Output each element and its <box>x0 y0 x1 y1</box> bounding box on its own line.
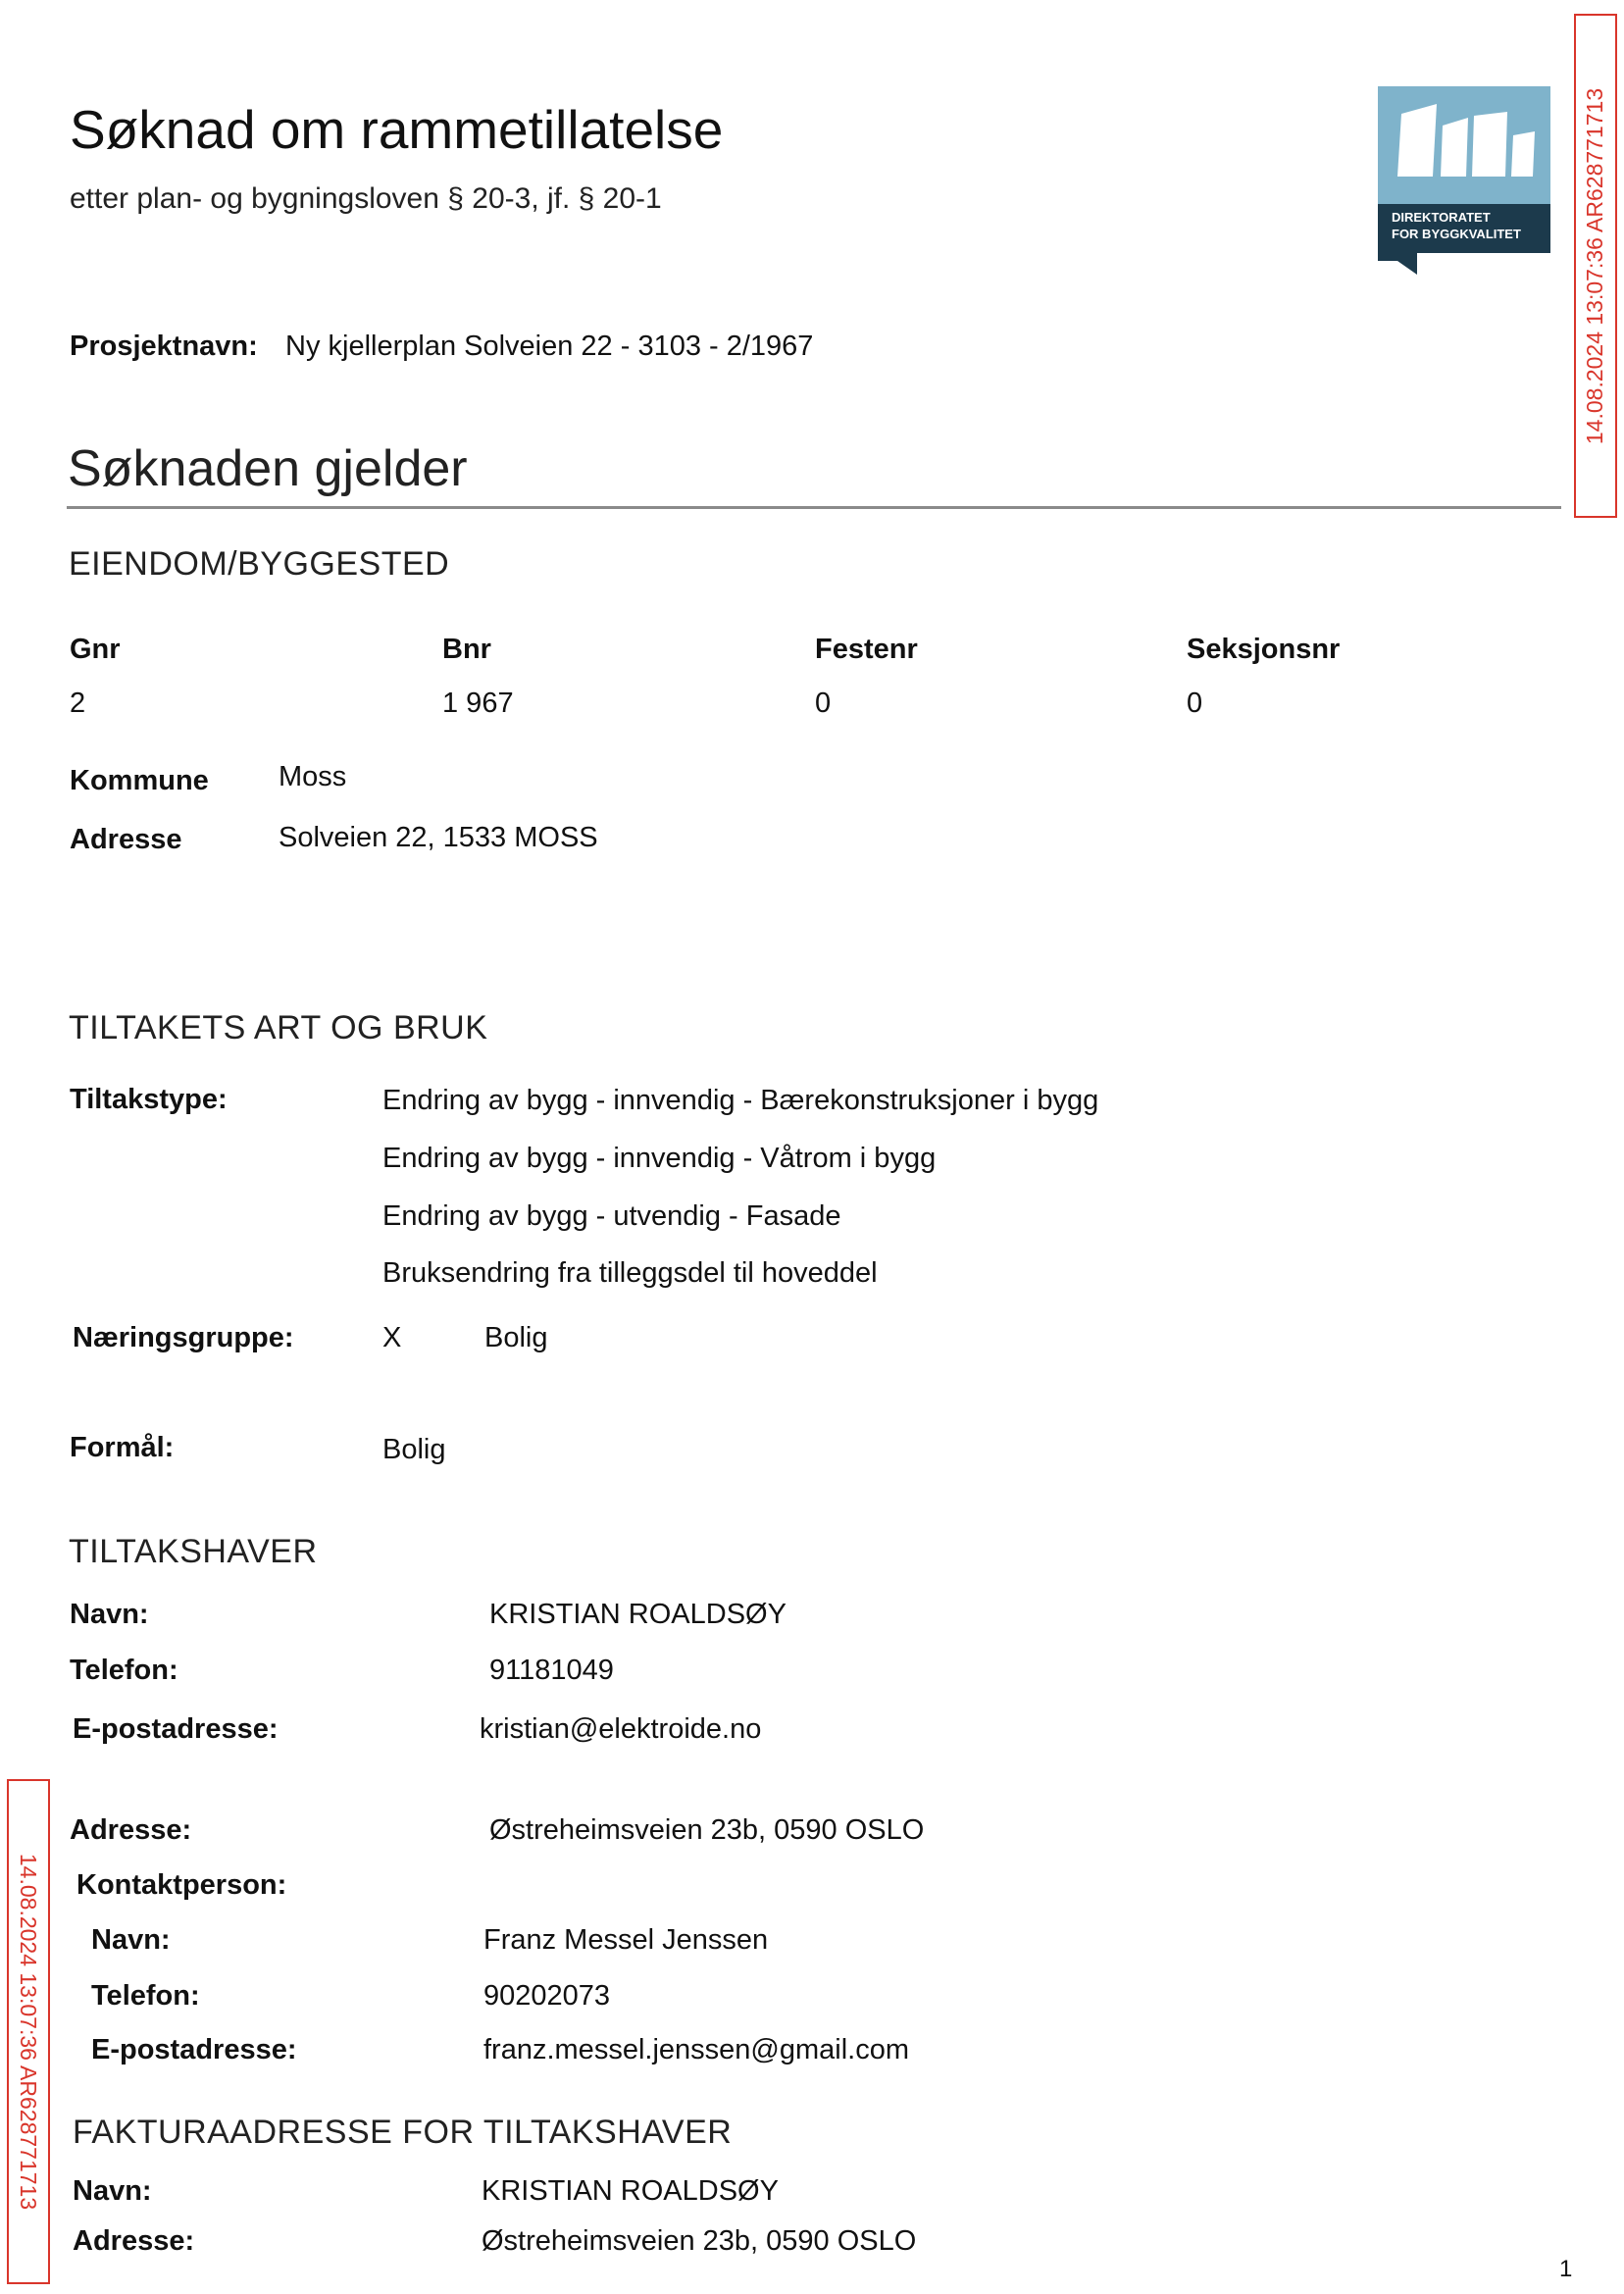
kontakt-navn-label: Navn: <box>91 1924 171 1956</box>
kontakt-navn-value: Franz Messel Jenssen <box>483 1924 769 1956</box>
tiltakshaver-adresse-label: Adresse: <box>70 1814 192 1846</box>
tiltakstype-item: Bruksendring fra tilleggsdel til hoveddel <box>382 1257 878 1289</box>
tiltakshaver-adresse-value: Østreheimsveien 23b, 0590 OSLO <box>489 1814 925 1846</box>
tiltakstype-item: Endring av bygg - innvendig - Bærekonstruksjoner i bygg <box>382 1085 1099 1116</box>
project-value: Ny kjellerplan Solveien 22 - 3103 - 2/1967 <box>285 331 814 362</box>
date-stamp-text: 14.08.2024 13:07:36 AR628771713 <box>1582 87 1608 444</box>
date-stamp-top <box>1574 14 1617 518</box>
gnr-value: 2 <box>70 688 86 719</box>
festenr-value: 0 <box>815 688 832 719</box>
formal-value: Bolig <box>382 1434 446 1465</box>
gnr-label: Gnr <box>70 634 121 665</box>
logo-text-line1: DIREKTORATET <box>1392 210 1491 225</box>
faktura-adresse-label: Adresse: <box>73 2225 195 2257</box>
tiltakshaver-heading: TILTAKSHAVER <box>69 1533 318 1570</box>
section-divider <box>67 506 1561 509</box>
seksjonsnr-value: 0 <box>1187 688 1203 719</box>
adresse-label: Adresse <box>70 824 182 855</box>
faktura-navn-label: Navn: <box>73 2175 152 2207</box>
kontakt-epost-label: E-postadresse: <box>91 2034 297 2065</box>
kontakt-telefon-value: 90202073 <box>483 1980 611 2012</box>
kontakt-epost-value: franz.messel.jenssen@gmail.com <box>483 2034 909 2065</box>
tiltakshaver-telefon-label: Telefon: <box>70 1655 178 1686</box>
naeringsgruppe-code: X <box>382 1322 402 1353</box>
tiltakstype-item: Endring av bygg - innvendig - Våtrom i bygg <box>382 1143 937 1174</box>
tiltakshaver-epost-value: kristian@elektroide.no <box>480 1713 762 1745</box>
kommune-value: Moss <box>279 761 347 792</box>
tiltakshaver-navn-value: KRISTIAN ROALDSØY <box>489 1599 787 1630</box>
naeringsgruppe-label: Næringsgruppe: <box>73 1322 294 1353</box>
seksjonsnr-label: Seksjonsnr <box>1187 634 1341 665</box>
bnr-label: Bnr <box>442 634 491 665</box>
page-number: 1 <box>1559 2256 1573 2282</box>
document-subtitle: etter plan- og bygningsloven § 20-3, jf. § 20-1 <box>70 182 662 215</box>
bnr-value: 1 967 <box>442 688 514 719</box>
tiltakstype-item: Endring av bygg - utvendig - Fasade <box>382 1200 841 1232</box>
date-stamp-text: 14.08.2024 13:07:36 AR628771713 <box>16 1853 42 2211</box>
date-stamp-left <box>7 1779 50 2284</box>
faktura-navn-value: KRISTIAN ROALDSØY <box>482 2175 779 2207</box>
faktura-adresse-value: Østreheimsveien 23b, 0590 OSLO <box>482 2225 917 2257</box>
tiltak-heading: TILTAKETS ART OG BRUK <box>69 1009 488 1046</box>
festenr-label: Festenr <box>815 634 918 665</box>
project-label: Prosjektnavn: <box>70 331 258 362</box>
tiltakshaver-epost-label: E-postadresse: <box>73 1713 279 1745</box>
formal-label: Formål: <box>70 1432 175 1463</box>
tiltakshaver-telefon-value: 91181049 <box>489 1655 614 1686</box>
kontakt-telefon-label: Telefon: <box>91 1980 200 2012</box>
kontaktperson-label: Kontaktperson: <box>76 1869 287 1901</box>
kommune-label: Kommune <box>70 765 209 796</box>
tiltakstype-label: Tiltakstype: <box>70 1084 228 1115</box>
tiltakshaver-navn-label: Navn: <box>70 1599 149 1630</box>
naeringsgruppe-value: Bolig <box>484 1322 548 1353</box>
eiendom-heading: EIENDOM/BYGGESTED <box>69 545 450 583</box>
faktura-heading: FAKTURAADRESSE FOR TILTAKSHAVER <box>73 2114 733 2151</box>
section-title: Søknaden gjelder <box>68 440 468 497</box>
adresse-value: Solveien 22, 1533 MOSS <box>279 822 598 853</box>
dibk-logo <box>1378 86 1550 275</box>
document-title: Søknad om rammetillatelse <box>70 99 724 160</box>
logo-text-line2: FOR BYGGKVALITET <box>1392 227 1521 241</box>
